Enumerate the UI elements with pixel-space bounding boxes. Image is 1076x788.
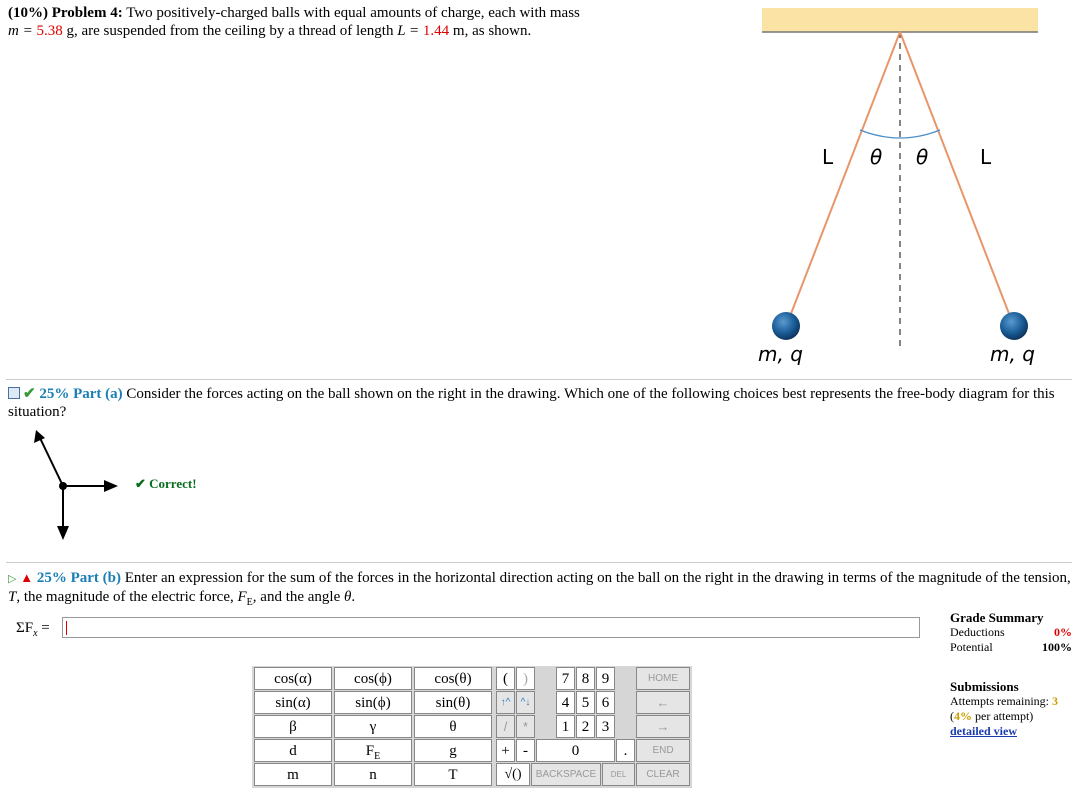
key-multiply[interactable]: *: [516, 715, 535, 738]
deductions-label: Deductions: [950, 625, 1005, 639]
length-label: L =: [397, 23, 423, 39]
attempts-value: 3: [1051, 694, 1058, 708]
var-theta: θ: [344, 589, 352, 605]
right-thread: [900, 32, 1013, 324]
problem-statement: [8, 4, 748, 40]
check-icon: ✔: [23, 386, 36, 402]
key-9[interactable]: 9: [596, 667, 615, 690]
divider-a: [6, 379, 1072, 380]
key-clear[interactable]: CLEAR: [636, 763, 690, 786]
right-ball: [1000, 312, 1028, 340]
part-b-question-b: , the magnitude of the electric force,: [16, 589, 238, 605]
key-sin-phi[interactable]: sin(ϕ): [334, 691, 412, 714]
problem-text-3: m, as shown.: [449, 23, 532, 39]
mass-value: 5.38: [36, 23, 63, 39]
label-mq-left: m, q: [758, 342, 803, 366]
key-divide[interactable]: /: [496, 715, 515, 738]
key-2[interactable]: 2: [576, 715, 595, 738]
key-down-arrows[interactable]: ^↓: [516, 691, 535, 714]
per-attempt-open: (: [950, 709, 954, 723]
key-1[interactable]: 1: [556, 715, 575, 738]
grade-summary: [950, 610, 1072, 739]
key-gamma[interactable]: γ: [334, 715, 412, 738]
key-theta[interactable]: θ: [414, 715, 492, 738]
label-theta-right: θ: [916, 145, 929, 169]
key-left-arrow[interactable]: ←: [636, 691, 690, 714]
key-g[interactable]: g: [414, 739, 492, 762]
label-L-right: L: [980, 145, 992, 169]
deductions-row: [950, 625, 1072, 640]
part-b-question-d: .: [351, 589, 356, 605]
per-attempt-rest: per attempt): [972, 709, 1034, 723]
part-a-header: [8, 385, 1068, 421]
key-home[interactable]: HOME: [636, 667, 690, 690]
key-cos-alpha[interactable]: cos(α): [254, 667, 332, 690]
equation-label: [16, 620, 50, 639]
deductions-value: 0%: [1054, 625, 1072, 639]
text-caret: [66, 621, 67, 635]
part-b-header: [8, 569, 1074, 612]
equals-sign: =: [37, 620, 50, 636]
key-7[interactable]: 7: [556, 667, 575, 690]
key-beta[interactable]: β: [254, 715, 332, 738]
answer-input[interactable]: [62, 617, 920, 638]
label-theta-left: θ: [870, 145, 883, 169]
key-d[interactable]: d: [254, 739, 332, 762]
key-cos-phi[interactable]: cos(ϕ): [334, 667, 412, 690]
arrow-up-left: [34, 430, 45, 443]
sum-subscript: x: [33, 628, 38, 639]
part-b-question-c: , and the angle: [252, 589, 344, 605]
divider-b: [6, 562, 1072, 563]
left-ball: [772, 312, 800, 340]
key-plus[interactable]: +: [496, 739, 515, 762]
label-mq-right: m, q: [990, 342, 1035, 366]
problem-number: (10%) Problem 4:: [8, 5, 123, 21]
key-T[interactable]: T: [414, 763, 492, 786]
part-b-percent: 25% Part (b): [36, 570, 121, 586]
problem-text-1: Two positively-charged balls with equal amounts of charge, each with mass: [126, 5, 580, 21]
key-sin-alpha[interactable]: sin(α): [254, 691, 332, 714]
ceiling: [762, 8, 1038, 32]
key-0[interactable]: 0: [536, 739, 615, 762]
submissions-title: Submissions: [950, 679, 1019, 694]
arrow-right: [104, 480, 118, 492]
potential-value: 100%: [1042, 640, 1072, 654]
mass-label: m =: [8, 23, 37, 39]
part-b-question-a: Enter an expression for the sum of the forces in the horizontal direction acting on the ball on the right in the drawing in terms of the magnitude of the tension,: [124, 570, 1071, 586]
warning-icon: ▲: [20, 570, 34, 585]
label-L-left: L: [822, 145, 834, 169]
key-sin-theta[interactable]: sin(θ): [414, 691, 492, 714]
correct-feedback: ✔ Correct!: [135, 476, 197, 491]
potential-row: [950, 640, 1072, 655]
key-del[interactable]: DEL: [602, 763, 635, 786]
body-dot: [59, 482, 67, 490]
key-dot[interactable]: .: [616, 739, 635, 762]
left-thread: [787, 32, 900, 324]
key-3[interactable]: 3: [596, 715, 615, 738]
key-close-paren[interactable]: ): [516, 667, 535, 690]
free-body-diagram: [28, 428, 123, 543]
potential-label: Potential: [950, 640, 993, 654]
key-minus[interactable]: -: [516, 739, 535, 762]
key-cos-theta[interactable]: cos(θ): [414, 667, 492, 690]
per-attempt-line: [950, 709, 1072, 724]
var-FE-sub: E: [246, 597, 253, 608]
length-value: 1.44: [422, 23, 450, 39]
sum-symbol: ΣF: [16, 620, 34, 636]
key-sqrt[interactable]: √(): [496, 763, 530, 786]
key-FE[interactable]: $F_E$: [334, 739, 412, 762]
key-4[interactable]: 4: [556, 691, 575, 714]
key-n[interactable]: n: [334, 763, 412, 786]
expand-icon[interactable]: ▷: [8, 573, 17, 585]
per-attempt-value: 4%: [954, 709, 972, 723]
key-6[interactable]: 6: [596, 691, 615, 714]
key-open-paren[interactable]: (: [496, 667, 515, 690]
var-T: T: [8, 589, 17, 605]
key-right-arrow[interactable]: →: [636, 715, 690, 738]
key-up-arrows[interactable]: ↑^: [496, 691, 515, 714]
attempts-line: [950, 694, 1072, 709]
arrow-down: [57, 526, 69, 540]
var-FE: F: [237, 589, 247, 605]
attempts-label: Attempts remaining:: [950, 694, 1052, 708]
grade-summary-title: Grade Summary: [950, 610, 1044, 625]
key-backspace[interactable]: BACKSPACE: [531, 763, 601, 786]
pendulum-figure: [740, 4, 1060, 374]
part-a-percent: 25% Part (a): [39, 386, 123, 402]
detailed-view-link[interactable]: detailed view: [950, 724, 1017, 738]
key-m[interactable]: m: [254, 763, 332, 786]
key-8[interactable]: 8: [576, 667, 595, 690]
key-5[interactable]: 5: [576, 691, 595, 714]
key-end[interactable]: END: [636, 739, 690, 762]
part-a-question: Consider the forces acting on the ball shown on the right in the drawing. Which one of the following choices best represents the free-body diagram for this situation?: [8, 386, 1055, 420]
collapse-icon[interactable]: [8, 387, 20, 399]
problem-text-2: g, are suspended from the ceiling by a thread of length: [62, 23, 398, 39]
